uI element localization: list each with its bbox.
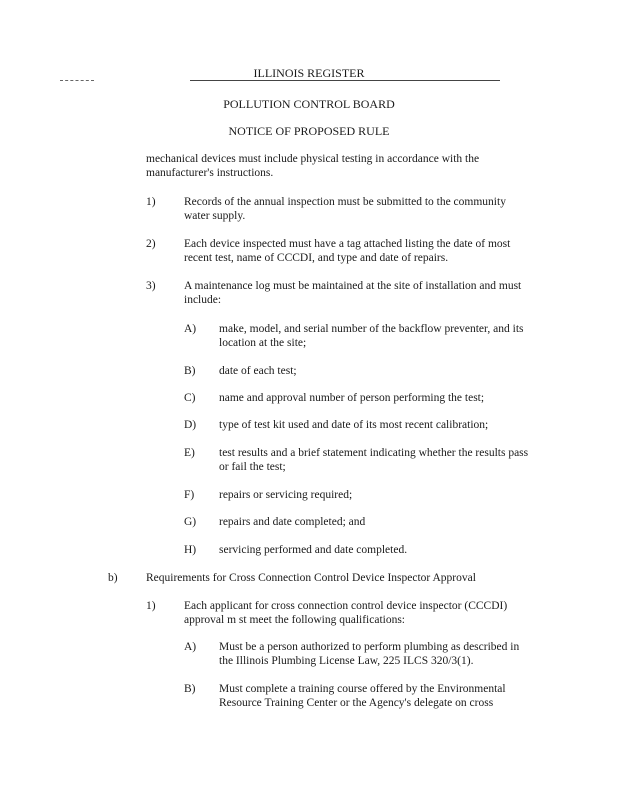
item-2-marker: 2) [146,238,156,250]
subitem-d-text [219,418,559,432]
intro-paragraph [146,152,566,180]
item-2-text [184,237,564,265]
subitem-a-text [219,322,559,350]
subitem-line: Resource Training Center or the Agency's delegate on cross [219,697,494,709]
item-line: Each device inspected must have a tag attached listing the date of most [184,238,511,250]
header-rule-left [60,80,94,81]
item-line: water supply. [184,210,246,222]
item-line: include: [184,294,222,306]
subitem-b-text [219,364,559,378]
subitem-line: make, model, and serial number of the backflow preventer, and its [219,323,524,335]
subitem-line: servicing performed and date completed. [219,544,408,556]
subitem-line: repairs and date completed; and [219,516,366,528]
subitem-f-text [219,488,559,502]
subitem-line: or fail the test; [219,461,286,473]
item-1-marker: 1) [146,196,156,208]
item-1-text [184,195,564,223]
b-item-1-text [184,599,564,627]
section-b-heading: Requirements for Cross Connection Control Device Inspector Approval [146,572,476,584]
item-line: recent test, name of CCCDI, and type and date of repairs. [184,252,449,264]
subitem-a-marker: A) [184,323,197,335]
intro-line: mechanical devices must include physical testing in accordance with the [146,153,480,165]
header-rule-right [190,80,500,81]
item-3-text [184,279,564,307]
subitem-line: type of test kit used and date of its most recent calibration; [219,419,489,431]
subitem-c-marker: C) [184,392,196,404]
subitem-e-text [219,446,559,474]
b-subitem-a-marker: A) [184,641,197,653]
subitem-e-marker: E) [184,447,195,459]
subitem-line: location at the site; [219,337,307,349]
b-subitem-b-text [219,682,559,710]
subitem-d-marker: D) [184,419,197,431]
subitem-b-marker: B) [184,365,196,377]
subitem-line: Must complete a training course offered by the Environmental [219,683,506,695]
subitem-h-text [219,543,559,557]
subitem-g-text [219,515,559,529]
item-line: Each applicant for cross connection control device inspector (CCCDI) [184,600,508,612]
item-line: Records of the annual inspection must be submitted to the community [184,196,506,208]
subitem-line: name and approval number of person performing the test; [219,392,485,404]
subitem-line: repairs or servicing required; [219,489,353,501]
subitem-g-marker: G) [184,516,197,528]
b-subitem-b-marker: B) [184,683,196,695]
subitem-f-marker: F) [184,489,195,501]
item-line: A maintenance log must be maintained at the site of installation and must [184,280,522,292]
subitem-line: the Illinois Plumbing License Law, 225 ILCS 320/3(1). [219,655,474,667]
subitem-line: Must be a person authorized to perform plumbing as described in [219,641,520,653]
b-item-1-marker: 1) [146,600,156,612]
subitem-line: date of each test; [219,365,297,377]
notice-title: NOTICE OF PROPOSED RULE [228,124,390,138]
intro-line: manufacturer's instructions. [146,167,274,179]
section-b-marker: b) [108,572,118,584]
subitem-h-marker: H) [184,544,197,556]
board-title: POLLUTION CONTROL BOARD [223,97,395,111]
b-subitem-a-text [219,640,559,668]
item-line: approval m st meet the following qualifications: [184,614,406,626]
subitem-line: test results and a brief statement indicating whether the results pass [219,447,529,459]
register-title: ILLINOIS REGISTER [253,66,365,80]
subitem-c-text [219,391,559,405]
item-3-marker: 3) [146,280,156,292]
